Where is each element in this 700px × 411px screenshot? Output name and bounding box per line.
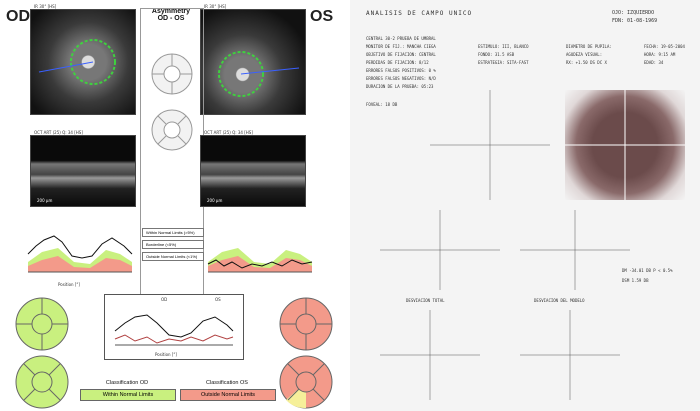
- line-5: ERRORES FALSOS NEGATIVOS: N/D: [366, 76, 436, 81]
- oct-os-caption: OCT ART (25) Q: 34 [HS]: [204, 130, 253, 135]
- combined-rnfl-plot: [104, 294, 244, 360]
- mini-legend-os: OS: [215, 297, 221, 302]
- report-col4: [644, 44, 685, 65]
- report-col2: [478, 44, 529, 65]
- fundus-od-image: [30, 9, 136, 115]
- rnfl-plot-os: [202, 222, 320, 280]
- asymmetry-ring-lower: [150, 108, 194, 152]
- col2-1: FONDO: 31.5 ASB: [478, 52, 515, 57]
- oct-od-caption: OCT ART (25) Q: 34 [HS]: [34, 130, 83, 135]
- fundus-od-caption: IR 30° [HS]: [34, 4, 57, 9]
- sector-ring-od-upper: [14, 296, 70, 352]
- pattern-deviation-numeric: [520, 210, 630, 290]
- pattern-deviation-label: DESVIACION DEL MODELO: [534, 298, 585, 303]
- asymmetry-title: Asymmetry: [151, 8, 191, 15]
- col4-2: EDAD: 34: [644, 60, 664, 65]
- sector-ring-od-lower: [14, 354, 70, 410]
- scale-od: 200 μm: [37, 198, 53, 203]
- total-deviation-numeric: [380, 210, 500, 290]
- os-label: OS: [310, 8, 334, 25]
- classification-os-value: Outside Normal Limits: [180, 389, 276, 401]
- report-col3: [566, 44, 612, 65]
- line-1: MONITOR DE FIJ.: MANCHA CIEGA: [366, 44, 436, 49]
- line-6: DURACION DE LA PRUEBA: 05:23: [366, 84, 434, 89]
- report-title: ANALISIS DE CAMPO UNICO: [366, 10, 473, 17]
- position-label-mini: Position [°]: [155, 352, 177, 357]
- fundus-os-image: [200, 9, 306, 115]
- mini-legend-od: OD: [161, 297, 168, 302]
- col4-0: FECHA: 19-05-2004: [644, 44, 685, 49]
- legend-outside: Outside Normal Limits (<1%): [142, 252, 204, 261]
- col4-1: HORA: 9:15 AM: [644, 52, 676, 57]
- col3-0: DIAMETRO DE PUPILA:: [566, 44, 612, 49]
- position-label-od: Position [°]: [58, 282, 80, 287]
- rnfl-plot-od: [20, 222, 138, 280]
- grayscale-plot: [565, 90, 685, 200]
- fundus-os-caption: IR 30° [HS]: [204, 4, 227, 9]
- oct-os-scan: [200, 135, 306, 207]
- scale-os: 200 μm: [207, 198, 223, 203]
- line-4: ERRORES FALSOS POSITIVOS: 0 %: [366, 68, 436, 73]
- asymmetry-ring-upper: [150, 52, 194, 96]
- col3-2: RX: +1.50 DS DC X: [566, 60, 607, 65]
- col3-1: AGUDEZA VISUAL:: [566, 52, 603, 57]
- sector-ring-os-upper: [278, 296, 334, 352]
- asymmetry-subtitle: OD - OS: [157, 15, 185, 22]
- classification-od-value: Within Normal Limits: [80, 389, 176, 401]
- report-dob: FDN: 01-08-1969: [612, 18, 658, 24]
- oct-od-scan: [30, 135, 136, 207]
- report-eye: OJO: IZQUIERDO: [612, 10, 655, 16]
- line-3: PERDIDAS DE FIJACION: 8/12: [366, 60, 429, 65]
- line-0: CENTRAL 30-2 PRUEBA DE UMBRAL: [366, 36, 436, 41]
- col2-0: ESTIMULO: III, BLANCO: [478, 44, 529, 49]
- psd-value: DSM 1.59 DB: [622, 278, 649, 283]
- pattern-deviation-probability-map: [520, 310, 620, 400]
- legend-within: Within Normal Limits (>5%): [142, 228, 204, 237]
- classification-od-title: Classification OD: [105, 380, 149, 386]
- classification-os-title: Classification OS: [206, 380, 248, 386]
- total-deviation-label: DESVIACION TOTAL: [406, 298, 445, 303]
- report-col1: [366, 36, 436, 89]
- col2-2: ESTRATEGIA: SITA-FAST: [478, 60, 529, 65]
- line-2: OBJETIVO DE FIJACION: CENTRAL: [366, 52, 436, 57]
- od-label: OD: [6, 8, 30, 25]
- legend-borderline: Borderline (<5%): [142, 240, 204, 249]
- md-value: DM -34.01 DB P < 0.5%: [622, 268, 673, 273]
- sector-ring-os-lower: [278, 354, 334, 410]
- foveal-value: FOVEAL: 18 DB: [366, 102, 398, 107]
- visual-field-report: [350, 0, 700, 411]
- total-deviation-probability-map: [380, 310, 480, 400]
- threshold-grid: [430, 90, 550, 200]
